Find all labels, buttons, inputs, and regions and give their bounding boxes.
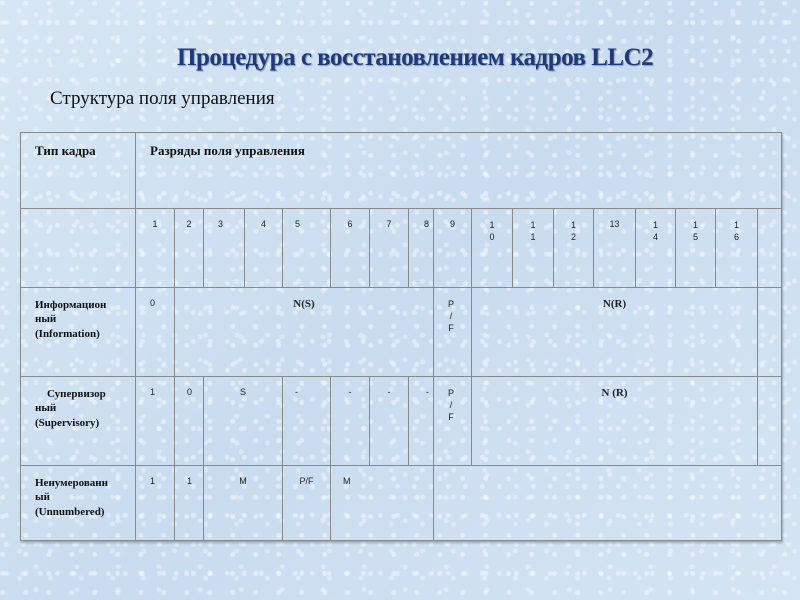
nr-field: N (R): [472, 377, 758, 466]
bit-number: 9: [434, 209, 472, 288]
unnumbered-frame-row: [21, 466, 782, 541]
information-frame-row: [21, 288, 782, 377]
bit-row-label-empty: [21, 209, 136, 288]
bit-value: 0: [136, 288, 175, 377]
nr-field: N(R): [472, 288, 758, 377]
bit-value: 0: [175, 377, 204, 466]
reserved-bit: -: [370, 377, 409, 466]
bit-number: 1 2: [554, 209, 594, 288]
ns-field: N(S): [175, 288, 434, 377]
supervisory-frame-row: [21, 377, 782, 466]
trailing-cell: [758, 288, 782, 377]
bit-number: 5: [283, 209, 331, 288]
frame-type-label: Супервизор ный (Supervisory): [21, 377, 136, 466]
m-field: M: [331, 466, 434, 541]
trailing-cell: [758, 377, 782, 466]
bit-number: 3: [204, 209, 245, 288]
frame-type-label: Информацион ный (Information): [21, 288, 136, 377]
pf-field: P / F: [434, 288, 472, 377]
s-field: S: [204, 377, 283, 466]
bit-number: 1 5: [676, 209, 716, 288]
bit-number: 13: [594, 209, 636, 288]
pf-field: P/F: [283, 466, 331, 541]
bit-number: 4: [245, 209, 283, 288]
control-field-table: [20, 132, 782, 541]
header-row: [21, 133, 782, 209]
bit-number: 1 1: [513, 209, 554, 288]
unnumbered-empty-span: [434, 466, 782, 541]
bit-number: 7: [370, 209, 409, 288]
bit-number: 1 0: [472, 209, 513, 288]
pf-field: P / F: [434, 377, 472, 466]
frame-type-label: Ненумерованн ый (Unnumbered): [21, 466, 136, 541]
bit-value: 1: [136, 466, 175, 541]
bit-number: 6: [331, 209, 370, 288]
page-title: Процедура с восстановлением кадров LLC2: [177, 44, 654, 71]
m-field: M: [204, 466, 283, 541]
bit-number: 8: [409, 209, 434, 288]
bit-number: 1 6: [716, 209, 758, 288]
bit-number: 1: [136, 209, 175, 288]
bit-number-row: [21, 209, 782, 288]
reserved-bit: -: [331, 377, 370, 466]
header-control-bits: Разряды поля управления: [136, 133, 782, 209]
reserved-bit: -: [409, 377, 434, 466]
bit-number: 1 4: [636, 209, 676, 288]
trailing-cell: [758, 209, 782, 288]
reserved-bit: -: [283, 377, 331, 466]
bit-number: 2: [175, 209, 204, 288]
bit-value: 1: [136, 377, 175, 466]
header-frame-type: Тип кадра: [21, 133, 136, 209]
page-subtitle: Структура поля управления: [50, 88, 275, 109]
bit-value: 1: [175, 466, 204, 541]
